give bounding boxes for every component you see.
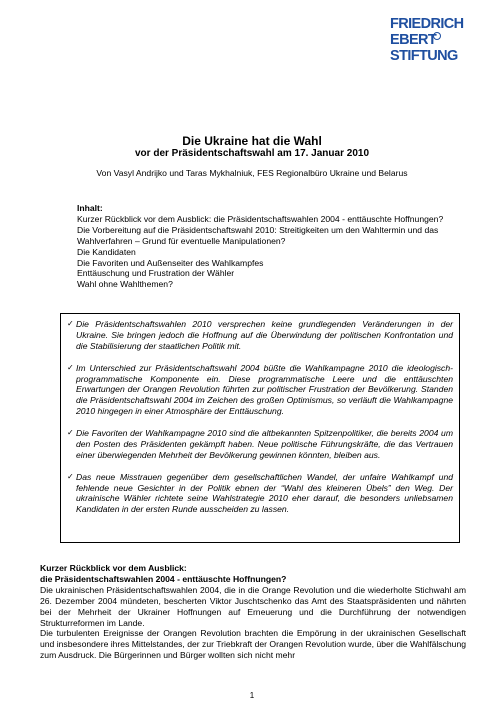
logo-line-3: STIFTUNG [390, 48, 458, 64]
document-subtitle: vor der Präsidentschaftswahl am 17. Januar 2010 [135, 148, 369, 159]
document-title: Die Ukraine hat die Wahl [182, 134, 322, 148]
logo-circle-icon [433, 32, 441, 40]
summary-bullet [67, 428, 453, 461]
checkmark-icon: ✓ [67, 428, 74, 438]
toc-item: Wahl ohne Wahlthemen? [77, 279, 173, 290]
summary-bullet [67, 363, 453, 418]
summary-bullet-text: Die Präsidentschaftswahlen 2010 versprechen keine grundlegenden Veränderungen in der Ukraine. Sie bringen jedoch die Hoffnung auf die Überwindung der politischen Konfrontation und die Stabilisierung der staatlichen Politik mit. [76, 319, 453, 351]
section-retrospective [40, 563, 466, 661]
authors-line: Von Vasyl Andrijko und Taras Mykhalniuk, FES Regionalbüro Ukraine und Belarus [96, 168, 408, 178]
checkmark-icon: ✓ [67, 319, 74, 328]
toc-item: Die Vorbereitung auf die Präsidentschaftswahl 2010: Streitigkeiten um den Wahltermin und das Wahlverfahren – Grund für eventuelle Manipulationen? [77, 224, 439, 246]
logo-line-1: FRIEDRICH [390, 16, 464, 32]
section-paragraph: Die ukrainischen Präsidentschaftswahlen 2004, die in die Orange Revolution und die wiederholte Stichwahl am 26. Dezember 2004 mündeten, bescherten Viktor Juschtschenko das Amt des Staatspräsidenten und nährten bei der Mehrheit der Ukrainer Hoffnungen auf Erneuerung und die Durchführung der notwendigen Strukturreformen im Lande. [40, 584, 466, 628]
toc-item: Die Favoriten und Außenseiter des Wahlkampfes [77, 257, 264, 268]
toc-heading: Inhalt: [77, 203, 103, 213]
section-heading-line-1: Kurzer Rückblick vor dem Ausblick: [40, 563, 187, 573]
summary-bullet [67, 472, 453, 516]
logo-line-2: EBERT [390, 32, 437, 48]
section-heading-line-2: die Präsidentschaftswahlen 2004 - enttäuschte Hoffnungen? [40, 573, 287, 584]
fes-logo [390, 16, 464, 86]
summary-bullet-text: Im Unterschied zur Präsidentschaftswahl 2004 büßte die Wahlkampagne 2010 die ideologisch-programmatische Komponente ein. Diese programmatische Leere und die enttäuschten Erwartungen der Orangen Revolution führten zur politischer Frustration der Bevölkerung. Standen die Präsidentschaftswahl 2004 im Zeichen des großen Optimismus, so verläuft die Wahlkampagne 2010 hingegen in einer Atmosphäre der Enttäuschung. [76, 362, 453, 417]
section-paragraph: Die turbulenten Ereignisse der Orangen Revolution brachten die Empörung in der ukrainischen Gesellschaft und insbesondere ihres Mittelstandes, der zur Triebkraft der Orangen Revolution wurde, über die Wahlfälschung zum Ausdruck. Die Bürgerinnen und Bürger wollten sich nicht mehr [40, 628, 466, 661]
table-of-contents [77, 203, 457, 290]
summary-box [60, 313, 460, 543]
toc-item: Kurzer Rückblick vor dem Ausblick: die Präsidentschaftswahlen 2004 - enttäuschte Hoffnungen? [77, 213, 444, 224]
checkmark-icon: ✓ [67, 362, 74, 372]
summary-bullet [67, 319, 453, 352]
checkmark-icon: ✓ [67, 471, 74, 481]
page-number: 1 [249, 691, 255, 700]
summary-bullet-text: Die Favoriten der Wahlkampagne 2010 sind die altbekannten Spitzenpolitiker, die bereits 2004 um den Posten des Präsidenten gekämpft haben. Neue politische Führungskräfte, die das Vertrauen einer überwiegenden Mehrheit der Bevölkerung gewinnen könnten, bleiben aus. [76, 428, 453, 460]
summary-bullet-text: Das neue Misstrauen gegenüber dem gesellschaftlichen Wandel, der unfaire Wahlkampf und fehlende neue Gesichter in der Politik ebnen der “Wahl des kleineren Übels” den Weg. Der ukrainische Wähler richtete seine Wahlstrategie 2010 eher darauf, die besonders unliebsamen Kandidaten in der ersten Runde ausscheiden zu lassen. [76, 471, 453, 515]
toc-item: Die Kandidaten [77, 246, 136, 257]
toc-item: Enttäuschung und Frustration der Wähler [77, 268, 235, 279]
